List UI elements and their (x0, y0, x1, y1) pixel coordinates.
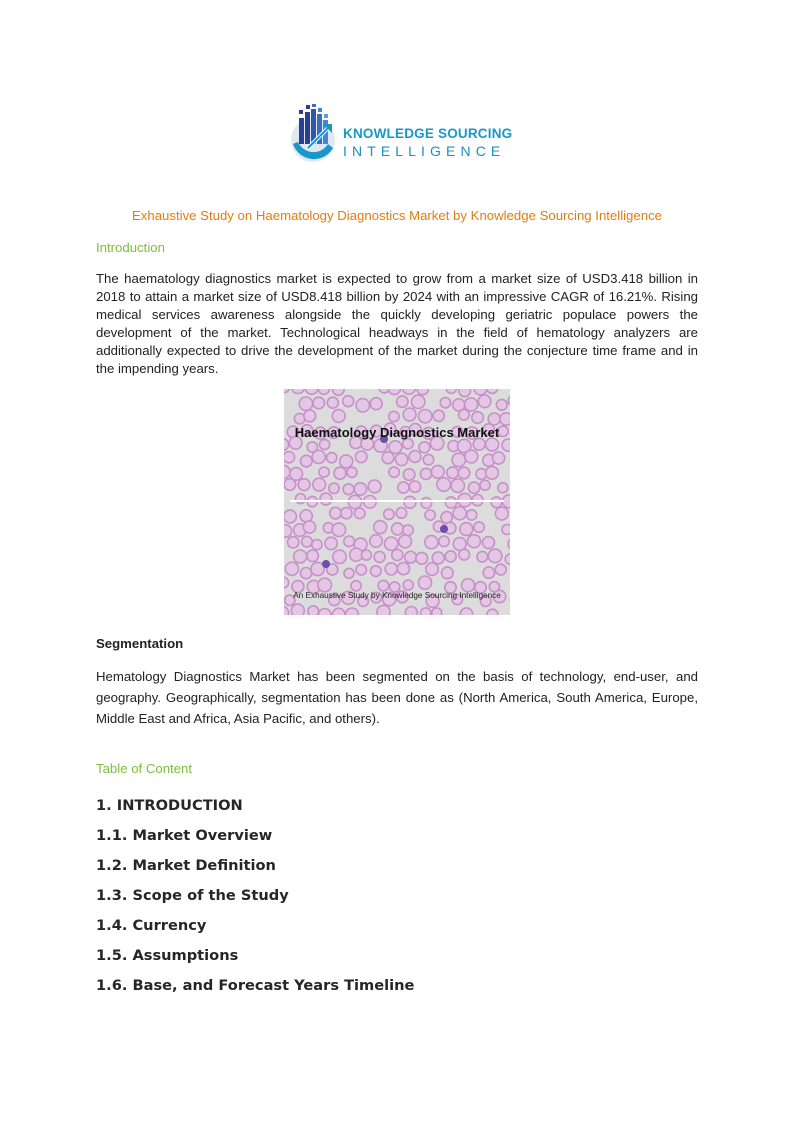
blood-cell (462, 579, 475, 592)
blood-cell (468, 535, 481, 548)
blood-cell (459, 389, 471, 397)
blood-cell (284, 452, 295, 463)
blood-cell (395, 453, 407, 465)
blood-cell (332, 410, 345, 423)
blood-cell (460, 608, 472, 615)
blood-cell (340, 455, 353, 468)
blood-cell (346, 608, 359, 615)
blood-cell (502, 439, 510, 451)
blood-cell (354, 508, 365, 519)
blood-cell (495, 564, 506, 575)
blood-cell (397, 563, 409, 575)
blood-cell (344, 568, 354, 578)
blood-cell (403, 469, 415, 481)
blood-cell (493, 452, 505, 464)
blood-cell (284, 577, 289, 588)
blood-cell (498, 483, 508, 493)
blood-cell (288, 537, 299, 548)
blood-cell (508, 538, 510, 550)
blood-cell (374, 521, 387, 534)
blood-cell (356, 564, 367, 575)
blood-cell (409, 481, 420, 492)
blood-cell (500, 413, 510, 425)
blood-cell (403, 408, 416, 421)
blood-cell (354, 483, 366, 495)
blood-cell (294, 550, 307, 563)
blood-cell (334, 467, 346, 479)
blood-cell (445, 551, 456, 562)
blood-cell (437, 478, 451, 492)
blood-cell (425, 510, 435, 520)
blood-cell (348, 495, 361, 508)
toc-heading: Table of Content (96, 761, 193, 776)
blood-cell (389, 411, 399, 421)
blood-cell (284, 510, 296, 523)
blood-cell (439, 536, 450, 547)
blood-cell (361, 550, 371, 560)
blood-cell (465, 398, 478, 411)
blood-cell (329, 483, 339, 493)
blood-cell (460, 523, 473, 536)
blood-cell (445, 497, 456, 508)
company-logo (290, 104, 513, 166)
blood-cell (304, 410, 316, 422)
blood-cell (388, 389, 400, 395)
blood-cell (412, 395, 425, 408)
blood-cell (284, 479, 296, 491)
blood-cell (478, 395, 491, 408)
blood-cell (442, 567, 454, 579)
blood-cell (419, 410, 432, 423)
blood-cell (303, 521, 315, 533)
blood-cell (320, 493, 332, 505)
blood-cell (385, 563, 397, 575)
blood-cell (332, 389, 344, 395)
blood-cell (343, 484, 354, 495)
blood-cell (312, 450, 325, 463)
blood-cell (356, 399, 369, 412)
blood-cell (318, 578, 332, 592)
blood-cell (487, 609, 498, 615)
blood-cell (433, 410, 444, 421)
blood-cell (351, 581, 361, 591)
blood-cell (374, 551, 385, 562)
blood-cell (423, 454, 433, 464)
blood-cell (465, 450, 478, 463)
blood-cell (431, 465, 444, 478)
blood-cell (298, 479, 310, 491)
blood-cell (483, 537, 495, 549)
blood-cell (398, 482, 409, 493)
logo-text-line2: INTELLIGENCE (343, 143, 506, 159)
white-blood-cell (440, 525, 448, 533)
blood-cell (368, 480, 381, 493)
blood-cell (459, 410, 470, 421)
introduction-heading: Introduction (96, 240, 165, 255)
toc-item: 1.2. Market Definition (96, 857, 276, 874)
blood-cell (486, 389, 498, 393)
blood-cell (440, 398, 450, 408)
blood-cell (432, 608, 442, 615)
blood-cell (488, 549, 502, 563)
blood-cell (344, 536, 355, 547)
blood-cell (405, 607, 417, 616)
blood-cell (467, 510, 477, 520)
blood-cell (385, 537, 398, 550)
blood-cell (508, 396, 510, 406)
blood-cell (302, 536, 313, 547)
blood-cell (409, 451, 421, 463)
blood-cell (477, 551, 488, 562)
blood-cell (377, 605, 390, 615)
blood-cell (403, 580, 413, 590)
blood-cell (405, 551, 417, 563)
blood-cell (474, 522, 484, 532)
blood-cell (416, 552, 428, 564)
blood-cell (426, 563, 439, 576)
blood-cell (486, 466, 499, 479)
market-report-image (284, 389, 510, 615)
toc-item: 1.5. Assumptions (96, 947, 239, 964)
introduction-paragraph: The haematology diagnostics market is expected to grow from a market size of USD3.418 billion in 2018 to attain a market size of USD8.418 billion by 2024 with an impressive CAGR of 16.21%. Rising medical services awareness alongside the quickly developing geriatric populace powers the development of the market. Technological headways in the field of hematology analyzers are additionally expected to drive the development of the market during the conjecture time frame and in the impending years. (96, 271, 698, 376)
toc-item: 1.4. Currency (96, 917, 207, 934)
blood-cell (389, 467, 399, 477)
blood-cell (392, 549, 403, 560)
blood-cell (343, 396, 354, 407)
blood-cell (447, 467, 459, 479)
blood-cell (495, 507, 508, 520)
blood-cell (419, 442, 430, 453)
blood-cell (291, 604, 304, 615)
blood-cell (299, 397, 312, 410)
blood-cell (296, 494, 306, 504)
blood-cell (319, 467, 329, 477)
image-title: Haematology Diagnostics Market (294, 425, 500, 440)
blood-cell (417, 389, 428, 395)
blood-cell (491, 497, 502, 508)
blood-cell (472, 412, 484, 424)
toc-item: 1.1. Market Overview (96, 827, 273, 844)
blood-cell (332, 523, 345, 536)
toc-item: 1. INTRODUCTION (96, 797, 243, 814)
blood-cell (327, 397, 338, 408)
blood-cell (319, 609, 332, 615)
blood-cell (370, 535, 383, 548)
blood-cell (483, 567, 494, 578)
document-title: Exhaustive Study on Haematology Diagnostics Market by Knowledge Sourcing Intelligence (132, 208, 662, 223)
blood-cell (284, 465, 290, 478)
blood-cell (480, 480, 490, 490)
blood-cell (284, 606, 289, 615)
segmentation-paragraph: Hematology Diagnostics Market has been segmented on the basis of technology, end-user, and geography. Geographically, segmentation has been done as (North America, South America, Europe, Middle East and Africa, Asia Pacific, and others). (96, 669, 698, 726)
blood-cell (330, 507, 342, 519)
blood-cell (397, 396, 408, 407)
blood-cell (370, 398, 382, 410)
blood-cell (392, 523, 404, 535)
image-divider (290, 500, 504, 502)
blood-cell (308, 606, 319, 615)
blood-cell (458, 467, 470, 479)
blood-cell (420, 468, 431, 479)
blood-cell (399, 535, 412, 548)
blood-cell (284, 525, 292, 538)
blood-cell (307, 550, 319, 562)
blood-cell (305, 389, 318, 394)
blood-cell (284, 439, 289, 451)
blood-cell (378, 580, 389, 591)
blood-cell (301, 455, 313, 467)
blood-cell (284, 389, 290, 393)
blood-cell (505, 554, 510, 564)
blood-cell (341, 508, 352, 519)
table-of-contents (96, 797, 414, 1007)
blood-cell (313, 478, 326, 491)
blood-cell (474, 389, 487, 395)
blood-cell (347, 467, 357, 477)
blood-cell (333, 550, 346, 563)
blood-cell (320, 439, 330, 449)
blood-cell (404, 496, 416, 508)
image-caption: An Exhaustive Study by Knowledge Sourcing Intelligence (293, 591, 501, 600)
blood-cell (468, 482, 479, 493)
blood-cell (384, 509, 394, 519)
blood-cell (382, 452, 394, 464)
blood-cell (402, 389, 416, 394)
blood-cell (496, 399, 507, 410)
blood-cell (425, 536, 438, 549)
blood-cell (459, 549, 470, 560)
logo-text-line1: KNOWLEDGE SOURCING (343, 126, 513, 141)
blood-cell (325, 537, 337, 549)
blood-cell (327, 453, 337, 463)
blood-cell (451, 479, 464, 492)
blood-cell (371, 566, 382, 577)
blood-cell (446, 389, 456, 393)
blood-cell (319, 389, 330, 394)
blood-cell (418, 576, 431, 589)
segmentation-heading: Segmentation (96, 636, 184, 651)
blood-cell (312, 540, 322, 550)
blood-cell (473, 438, 485, 450)
toc-item: 1.3. Scope of the Study (96, 887, 289, 904)
blood-cell (502, 525, 510, 535)
blood-cell (355, 451, 367, 463)
blood-cell (441, 512, 452, 523)
blood-cell (313, 397, 325, 409)
blood-cell (396, 508, 407, 519)
logo-globe-icon (290, 104, 342, 166)
blood-cells-background (284, 389, 510, 615)
white-blood-cell (322, 560, 330, 568)
blood-cell (301, 568, 312, 579)
blood-cell (421, 608, 431, 615)
blood-cell (432, 552, 444, 564)
blood-cell (403, 525, 414, 536)
blood-cell (291, 389, 304, 394)
toc-item: 1.6. Base, and Forecast Years Timeline (96, 977, 415, 994)
blood-cell (453, 507, 466, 520)
blood-cell (285, 562, 298, 575)
blood-cell (452, 453, 465, 466)
blood-cell (333, 608, 345, 615)
